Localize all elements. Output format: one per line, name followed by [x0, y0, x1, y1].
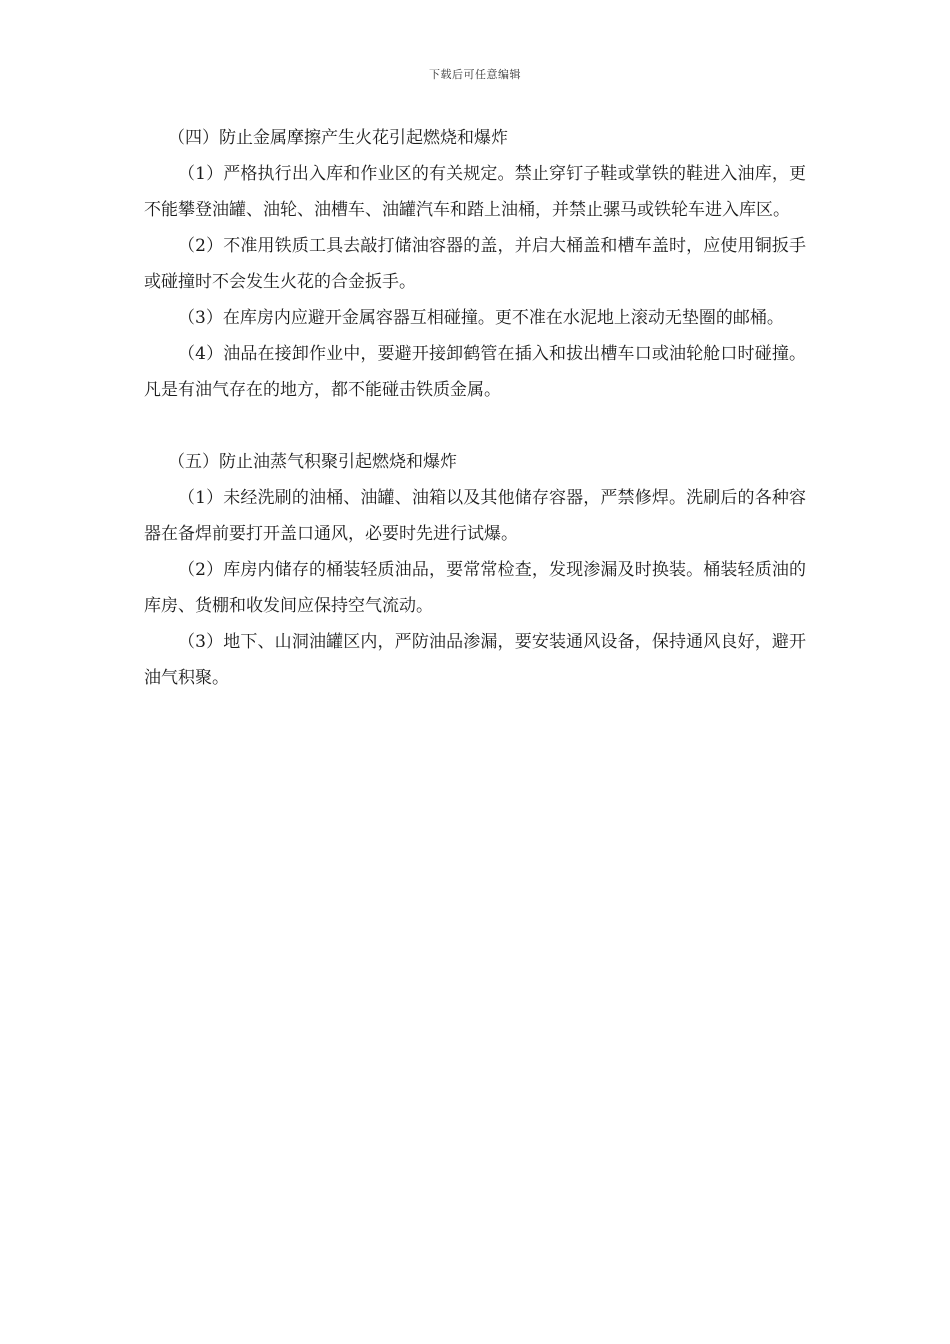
section-4 — [144, 120, 806, 408]
paragraph: （1）未经洗刷的油桶、油罐、油箱以及其他储存容器，严禁修焊。洗刷后的各种容器在备焊前要打开盖口通风，必要时先进行试爆。 — [144, 488, 806, 544]
paragraph: （1）严格执行出入库和作业区的有关规定。禁止穿钉子鞋或掌铁的鞋进入油库，更不能攀登油罐、油轮、油槽车、油罐汽车和踏上油桶，并禁止骡马或铁轮车进入库区。 — [144, 164, 806, 220]
section-heading: （四）防止金属摩擦产生火花引起燃烧和爆炸 — [168, 128, 508, 148]
section-5 — [144, 444, 806, 696]
paragraph: （3）地下、山洞油罐区内，严防油品渗漏，要安装通风设备，保持通风良好，避开油气积聚。 — [144, 632, 806, 688]
section-heading: （五）防止油蒸气积聚引起燃烧和爆炸 — [168, 452, 457, 472]
paragraph: （3）在库房内应避开金属容器互相碰撞。更不准在水泥地上滚动无垫圈的邮桶。 — [178, 308, 784, 328]
page-header: 下载后可任意编辑 — [429, 68, 521, 81]
paragraph: （2）库房内储存的桶装轻质油品，要常常检查，发现渗漏及时换装。桶装轻质油的库房、货棚和收发间应保持空气流动。 — [144, 560, 806, 616]
paragraph: （4）油品在接卸作业中，要避开接卸鹤管在插入和拔出槽车口或油轮舱口时碰撞。凡是有油气存在的地方，都不能碰击铁质金属。 — [144, 344, 806, 400]
document-body — [144, 120, 806, 696]
paragraph: （2）不准用铁质工具去敲打储油容器的盖，并启大桶盖和槽车盖时，应使用铜扳手或碰撞时不会发生火花的合金扳手。 — [144, 236, 806, 292]
